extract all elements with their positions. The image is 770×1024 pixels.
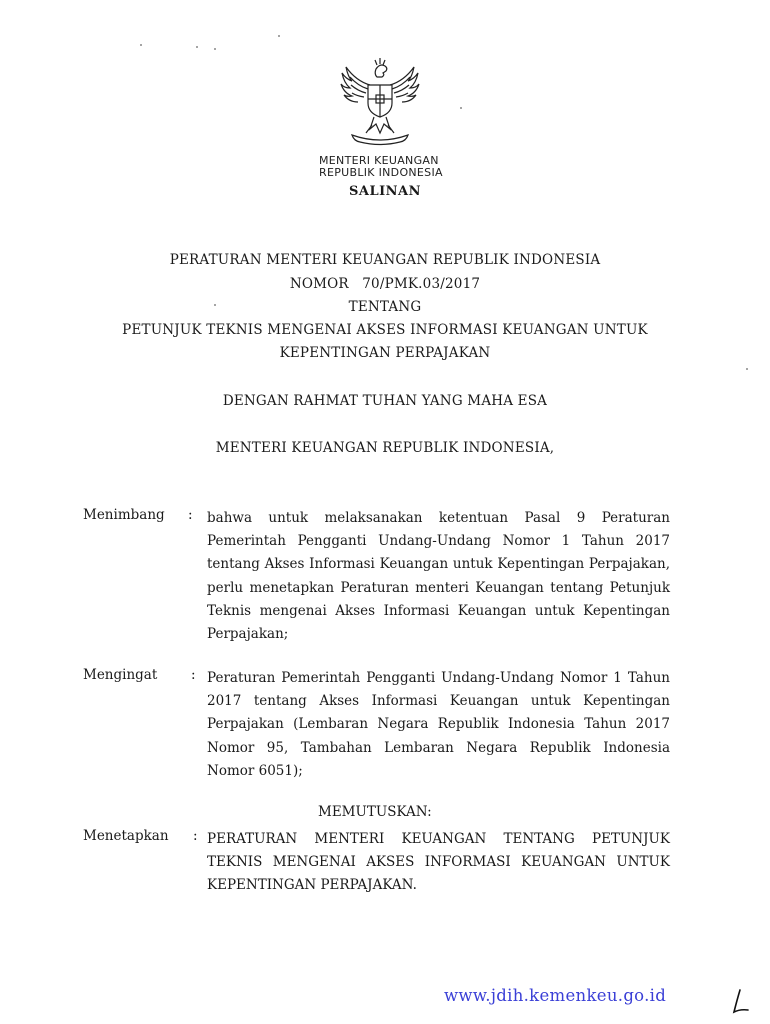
regulation-subject-line-2: KEPENTINGAN PERPAJAKAN	[279, 345, 491, 361]
section-text: PERATURAN MENTERI KEUANGAN TENTANG PETUNJUK TEKNIS MENGENAI AKSES INFORMASI KEUANGAN UNTUK KEPENTINGAN PERPAJAKAN.	[207, 831, 670, 894]
scan-speck	[746, 368, 748, 370]
scan-speck	[214, 304, 216, 306]
scan-speck	[214, 48, 216, 50]
memutuskan-heading: MEMUTUSKAN:	[318, 804, 432, 820]
section-label: Menimbang	[83, 507, 165, 523]
copy-label	[0, 184, 770, 199]
section-colon: :	[193, 828, 198, 844]
regulation-subject-line-1: PETUNJUK TEKNIS MENGENAI AKSES INFORMASI KEUANGAN UNTUK	[122, 322, 648, 338]
regulation-title-line-1: PERATURAN MENTERI KEUANGAN REPUBLIK INDONESIA	[169, 252, 601, 268]
authority-line: MENTERI KEUANGAN REPUBLIK INDONESIA,	[215, 440, 555, 456]
scan-speck	[278, 35, 280, 37]
section-label: Mengingat	[83, 667, 158, 683]
ministry-header	[319, 155, 443, 179]
section-label: Menetapkan	[83, 828, 169, 844]
handwritten-initial-icon	[730, 988, 754, 1018]
jdih-link[interactable]: www.jdih.kemenkeu.go.id	[444, 986, 667, 1005]
section-text: Peraturan Pemerintah Pengganti Undang-Undang Nomor 1 Tahun 2017 tentang Akses Informasi Keuangan untuk Kepentingan Perpajakan (Lembaran Negara Republik Indonesia Tahun 2017 Nomor 95, Tambahan Lembaran Negara Republik Indonesia Nomor 6051);	[207, 670, 670, 779]
section-text: bahwa untuk melaksanakan ketentuan Pasal 9 Peraturan Pemerintah Pengganti Undang-Undang Nomor 1 Tahun 2017 tentang Akses Informasi Keuangan untuk Kepentingan Perpajakan, perlu menetapkan Peraturan menteri Keuangan tentang Petunjuk Teknis mengenai Akses Informasi Keuangan untuk Kepentingan Perpajakan;	[207, 510, 670, 643]
copy-label-text: SALINAN	[348, 184, 422, 199]
invocation: DENGAN RAHMAT TUHAN YANG MAHA ESA	[222, 393, 548, 409]
ministry-line-1: MENTERI KEUANGAN	[319, 154, 439, 167]
scan-speck	[140, 44, 142, 46]
ministry-line-2: REPUBLIK INDONESIA	[319, 166, 443, 179]
scan-speck	[196, 46, 198, 48]
regulation-about: TENTANG	[348, 299, 422, 315]
section-colon: :	[188, 507, 193, 523]
regulation-number: NOMOR 70/PMK.03/2017	[289, 276, 481, 292]
garuda-emblem-icon	[330, 55, 430, 150]
scan-speck	[460, 107, 462, 109]
section-colon: :	[191, 667, 196, 683]
